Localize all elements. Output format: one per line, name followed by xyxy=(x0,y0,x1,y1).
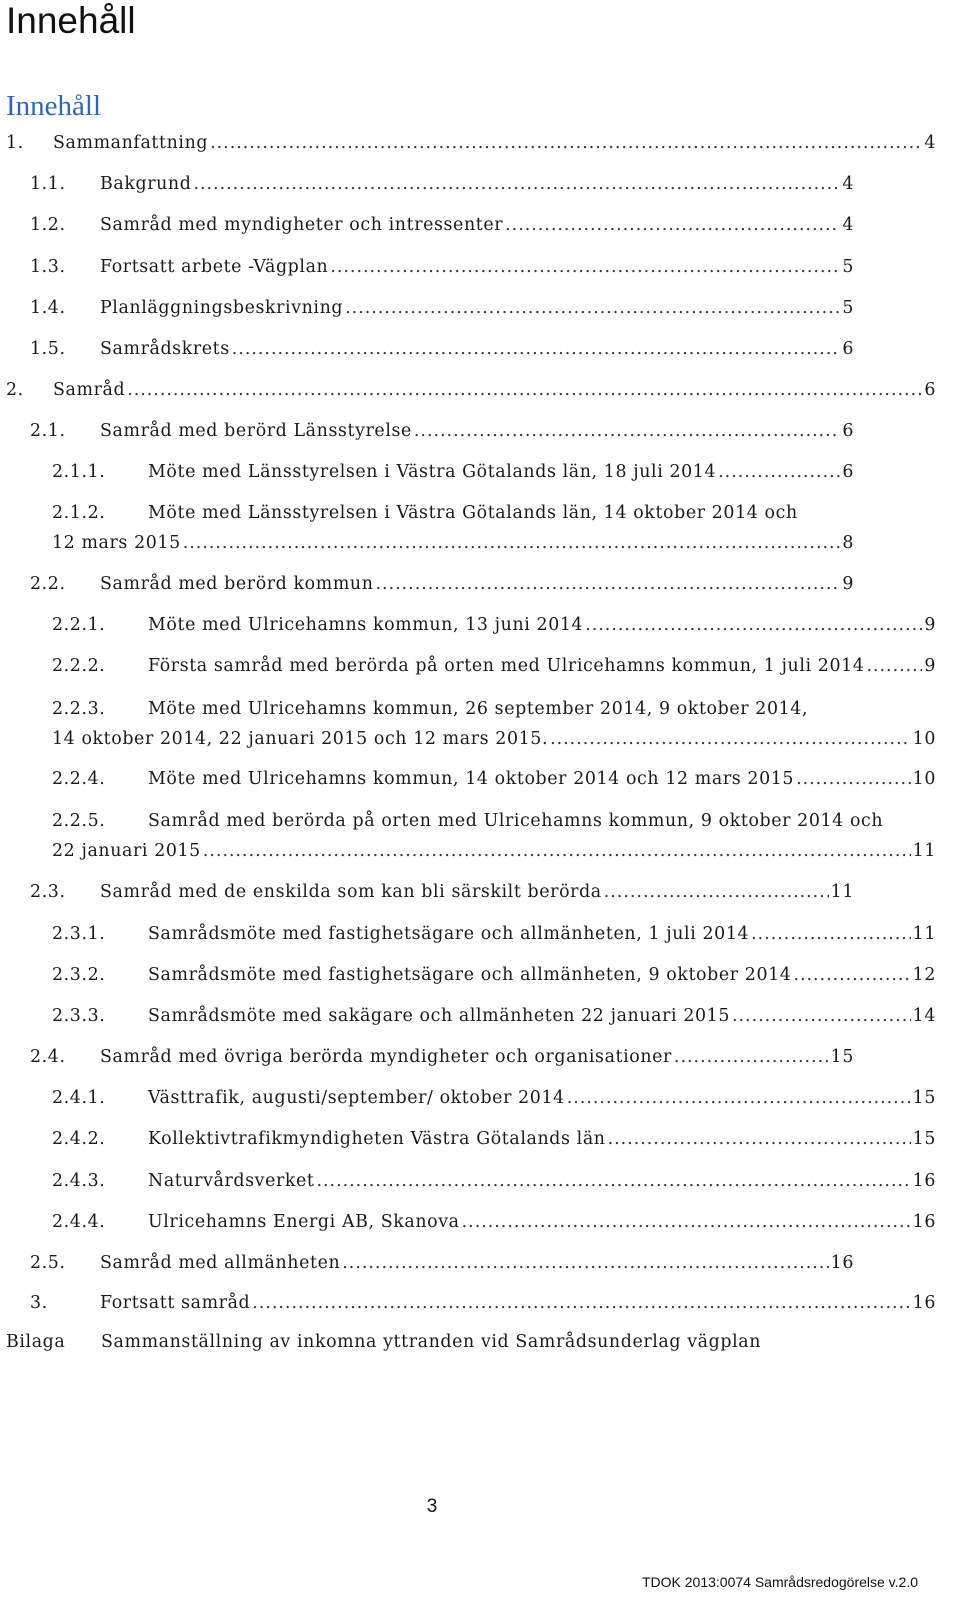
toc-entry xyxy=(30,255,854,279)
toc-leader-dots xyxy=(330,255,840,279)
toc-entry xyxy=(52,1169,936,1193)
toc-entry-title: Samrådsmöte med sakägare och allmänheten 22 januari 2015 xyxy=(148,1006,730,1026)
toc-entry-title: Planläggningsbeskrivning xyxy=(100,298,344,318)
toc-entry-number: 2.1. xyxy=(30,421,66,441)
toc-entry-number: 2.2.2. xyxy=(52,656,106,676)
toc-entry xyxy=(52,1086,936,1110)
toc-entry-title-continuation: 12 mars 2015 xyxy=(52,533,181,553)
toc-entry-page: 6 xyxy=(924,380,936,400)
toc-entry-number: 2.2. xyxy=(30,574,66,594)
toc-entry-title: Möte med Länsstyrelsen i Västra Götalands län, 18 juli 2014 xyxy=(148,462,717,482)
toc-entry-number: 2.5. xyxy=(30,1253,66,1273)
toc-entry-number: 2.4.1. xyxy=(52,1088,106,1108)
toc-entry-page: 4 xyxy=(842,215,854,235)
toc-entry-title: Samrådsmöte med fastighetsägare och allmänheten, 1 juli 2014 xyxy=(148,924,750,944)
toc-leader-dots xyxy=(674,1045,829,1069)
toc-entry-page: 15 xyxy=(912,1129,936,1149)
toc-heading: Innehåll xyxy=(6,90,102,122)
toc-entry-continuation xyxy=(52,727,936,751)
toc-leader-dots xyxy=(751,922,911,946)
toc-leader-dots xyxy=(210,131,922,155)
toc-leader-dots xyxy=(608,1127,911,1151)
toc-entry xyxy=(52,1004,936,1028)
toc-entry-title: Bakgrund xyxy=(100,174,192,194)
toc-entry-page: 11 xyxy=(912,841,936,861)
toc-entry-title-continuation: 14 oktober 2014, 22 januari 2015 och 12 mars 2015. xyxy=(52,729,549,749)
toc-entry-page: 5 xyxy=(842,257,854,277)
toc-entry xyxy=(30,572,854,596)
toc-entry-number: 1.5. xyxy=(30,339,66,359)
toc-entry-page: 9 xyxy=(842,574,854,594)
toc-leader-dots xyxy=(718,460,840,484)
toc-entry-page: 16 xyxy=(912,1293,936,1313)
toc-entry-number: 2.2.1. xyxy=(52,615,106,635)
toc-entry-number: 2.3.2. xyxy=(52,965,106,985)
toc-entry xyxy=(6,378,936,402)
page-header: Innehåll xyxy=(6,0,136,41)
toc-entry-page: 5 xyxy=(842,298,854,318)
toc-entry-number: 2.3.1. xyxy=(52,924,106,944)
toc-entry-title: Samråd med övriga berörda myndigheter och organisationer xyxy=(100,1047,672,1067)
toc-entry-number: 1.4. xyxy=(30,298,66,318)
toc-leader-dots xyxy=(232,337,841,361)
toc-entry-page: 15 xyxy=(830,1047,854,1067)
toc-entry-number: 2.1.1. xyxy=(52,462,106,482)
toc-entry-page: 8 xyxy=(842,533,854,553)
toc-entry-number: 1.2. xyxy=(30,215,66,235)
toc-entry-title: Samrådsmöte med fastighetsägare och allmänheten, 9 oktober 2014 xyxy=(148,965,792,985)
toc-entry-title: Västtrafik, augusti/september/ oktober 2014 xyxy=(148,1088,565,1108)
toc-entry xyxy=(30,1291,936,1315)
toc-entry-page: 6 xyxy=(842,421,854,441)
toc-entry-number: 2.2.5. xyxy=(52,811,106,831)
toc-leader-dots xyxy=(866,654,922,678)
toc-entry xyxy=(52,613,936,637)
toc-entry-number: 1. xyxy=(6,133,24,153)
toc-entry-title: Möte med Ulricehamns kommun, 26 september 2014, 9 oktober 2014, xyxy=(148,699,809,719)
toc-leader-dots xyxy=(550,727,911,751)
toc-entry-page: 16 xyxy=(830,1253,854,1273)
toc-entry-page: 6 xyxy=(842,339,854,359)
bilaga-text: Sammanställning av inkomna yttranden vid Samrådsunderlag vägplan xyxy=(101,1332,762,1352)
toc-entry-number: 1.3. xyxy=(30,257,66,277)
toc-leader-dots xyxy=(732,1004,911,1028)
toc-entry xyxy=(52,501,798,525)
toc-entry-number: 2.2.4. xyxy=(52,769,106,789)
toc-entry-number: 2.4. xyxy=(30,1047,66,1067)
toc-entry xyxy=(30,337,854,361)
toc-entry-page: 10 xyxy=(912,769,936,789)
toc-entry xyxy=(52,460,854,484)
toc-leader-dots xyxy=(376,572,841,596)
toc-entry xyxy=(30,172,854,196)
toc-entry-number: 2.3.3. xyxy=(52,1006,106,1026)
toc-leader-dots xyxy=(505,213,840,237)
toc-entry-title: Samrådskrets xyxy=(100,339,230,359)
toc-entry-page: 9 xyxy=(924,615,936,635)
toc-entry xyxy=(30,296,854,320)
toc-entry xyxy=(30,419,854,443)
toc-entry xyxy=(52,1210,936,1234)
toc-entry xyxy=(30,1251,854,1275)
toc-leader-dots xyxy=(414,419,840,443)
toc-leader-dots xyxy=(796,767,911,791)
toc-leader-dots xyxy=(203,839,911,863)
toc-entry-number: 2.4.2. xyxy=(52,1129,106,1149)
toc-entry-title: Sammanfattning xyxy=(53,133,209,153)
toc-entry xyxy=(52,922,936,946)
toc-entry xyxy=(52,654,936,678)
toc-leader-dots xyxy=(127,378,922,402)
toc-entry-page: 4 xyxy=(842,174,854,194)
document-id: TDOK 2013:0074 Samrådsredogörelse v.2.0 xyxy=(641,1574,918,1590)
toc-entry-page: 10 xyxy=(912,729,936,749)
toc-entry-title: Fortsatt samråd xyxy=(100,1293,251,1313)
toc-entry-title: Fortsatt arbete -Vägplan xyxy=(100,257,329,277)
toc-leader-dots xyxy=(193,172,840,196)
bilaga-entry xyxy=(6,1330,761,1354)
toc-entry-number: 1.1. xyxy=(30,174,66,194)
toc-entry-page: 15 xyxy=(912,1088,936,1108)
toc-entry-page: 6 xyxy=(842,462,854,482)
toc-entry-page: 4 xyxy=(924,133,936,153)
toc-entry-title: Samråd med berörd Länsstyrelse xyxy=(100,421,412,441)
toc-entry-title: Samråd xyxy=(53,380,126,400)
toc-entry-page: 9 xyxy=(924,656,936,676)
toc-leader-dots xyxy=(793,963,910,987)
toc-entry xyxy=(30,880,854,904)
toc-entry-title: Första samråd med berörda på orten med Ulricehamns kommun, 1 juli 2014 xyxy=(148,656,865,676)
toc-leader-dots xyxy=(567,1086,911,1110)
toc-leader-dots xyxy=(183,531,841,555)
toc-entry xyxy=(52,1127,936,1151)
toc-entry-number: 2.3. xyxy=(30,882,66,902)
toc-entry-number: 2.1.2. xyxy=(52,503,106,523)
toc-leader-dots xyxy=(604,880,829,904)
toc-entry-title: Möte med Ulricehamns kommun, 14 oktober 2014 och 12 mars 2015 xyxy=(148,769,795,789)
toc-entry-continuation xyxy=(52,531,854,555)
toc-leader-dots xyxy=(252,1291,910,1315)
toc-entry-page: 16 xyxy=(912,1212,936,1232)
toc-entry xyxy=(30,1045,854,1069)
toc-entry-number: 2. xyxy=(6,380,24,400)
bilaga-label: Bilaga xyxy=(6,1332,66,1352)
toc-entry-page: 11 xyxy=(830,882,854,902)
toc-entry xyxy=(52,697,808,721)
toc-leader-dots xyxy=(317,1169,911,1193)
toc-leader-dots xyxy=(345,296,840,320)
toc-leader-dots xyxy=(585,613,922,637)
toc-entry-number: 2.4.4. xyxy=(52,1212,106,1232)
toc-entry-title: Naturvårdsverket xyxy=(148,1171,315,1191)
toc-leader-dots xyxy=(462,1210,911,1234)
toc-entry xyxy=(52,963,936,987)
toc-entry xyxy=(52,809,883,833)
page-number: 3 xyxy=(426,1496,438,1517)
toc-entry-number: 3. xyxy=(30,1293,48,1313)
toc-entry-page: 16 xyxy=(912,1171,936,1191)
toc-entry-title: Ulricehamns Energi AB, Skanova xyxy=(148,1212,460,1232)
toc-entry-title: Möte med Ulricehamns kommun, 13 juni 2014 xyxy=(148,615,584,635)
toc-entry-page: 14 xyxy=(912,1006,936,1026)
toc-entry xyxy=(30,213,854,237)
toc-entry-title-continuation: 22 januari 2015 xyxy=(52,841,201,861)
toc-entry-title: Samråd med de enskilda som kan bli särskilt berörda xyxy=(100,882,602,902)
toc-entry-title: Kollektivtrafikmyndigheten Västra Götalands län xyxy=(148,1129,606,1149)
toc-entry-title: Möte med Länsstyrelsen i Västra Götalands län, 14 oktober 2014 och xyxy=(148,503,798,523)
toc-entry xyxy=(6,131,936,155)
toc-entry-number: 2.2.3. xyxy=(52,699,106,719)
toc-entry-title: Samråd med berörda på orten med Ulricehamns kommun, 9 oktober 2014 och xyxy=(148,811,884,831)
toc-entry-page: 11 xyxy=(912,924,936,944)
toc-leader-dots xyxy=(342,1251,828,1275)
toc-entry xyxy=(52,767,936,791)
toc-entry-title: Samråd med myndigheter och intressenter xyxy=(100,215,504,235)
toc-entry-page: 12 xyxy=(912,965,936,985)
toc-entry-title: Samråd med allmänheten xyxy=(100,1253,341,1273)
toc-entry-title: Samråd med berörd kommun xyxy=(100,574,374,594)
toc-entry-continuation xyxy=(52,839,936,863)
toc-entry-number: 2.4.3. xyxy=(52,1171,106,1191)
